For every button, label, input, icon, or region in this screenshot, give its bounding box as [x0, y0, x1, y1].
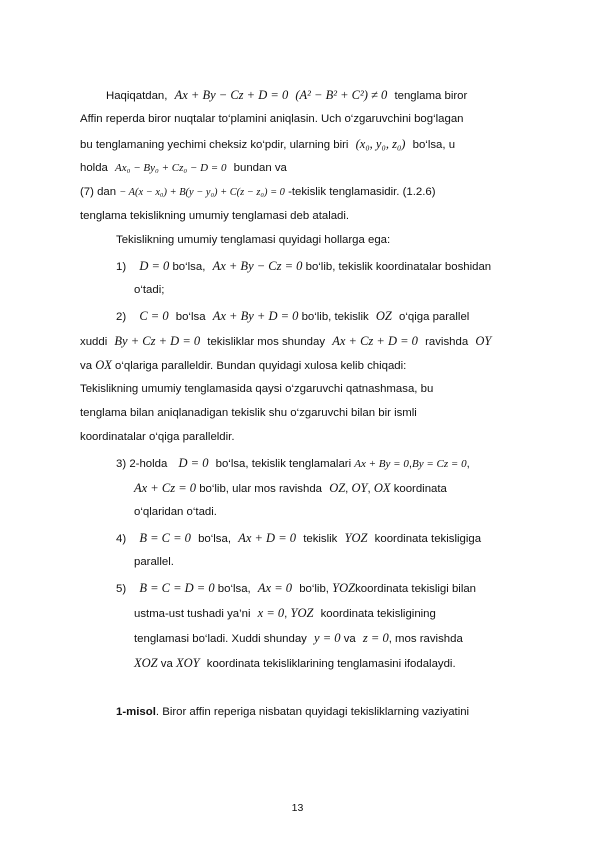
- text: bo‘lsa,: [217, 583, 251, 595]
- list-item-continuation: [134, 555, 174, 569]
- text: holda: [80, 162, 108, 174]
- text: ,: [284, 608, 288, 620]
- paragraph-line: [80, 112, 464, 126]
- equation: By = Cz = 0: [412, 458, 467, 470]
- text: -tekislik tenglamasidir. (1.2.6): [288, 186, 436, 198]
- text: parallel.: [134, 556, 174, 568]
- text: , mos ravishda: [388, 633, 463, 645]
- text: bo‘lsa,: [172, 261, 206, 273]
- equation: (A² − B² + C²) ≠ 0: [295, 88, 388, 102]
- equation: D = 0: [178, 456, 209, 470]
- equation: Ax₀ − By₀ + Cz₀ − D = 0: [115, 162, 227, 174]
- equation: B = C = 0: [139, 531, 191, 545]
- text: ustma-ust tushadi ya’ni: [134, 608, 251, 620]
- paragraph-line: [80, 358, 406, 373]
- equation: OX: [95, 358, 112, 372]
- equation: Ax + Cz = 0: [134, 481, 197, 495]
- text: koordinata tekisliklarining tenglamasini ifodalaydi.: [206, 658, 456, 670]
- equation: B = C = D = 0: [139, 581, 215, 595]
- list-number: 4): [116, 533, 127, 545]
- paragraph-line: [80, 430, 235, 444]
- text: Affin reperda biror nuqtalar to‘plamini aniqlasin. Uch o‘zgaruvchini bog‘lagan: [80, 113, 464, 125]
- text: o‘tadi;: [134, 284, 165, 296]
- equation: Ax + By + D = 0: [212, 309, 299, 323]
- equation: OZ: [329, 481, 346, 495]
- equation: XOY: [176, 656, 200, 670]
- text: xuddi: [80, 336, 108, 348]
- text: ,: [367, 483, 371, 495]
- list-number: 1): [116, 261, 127, 273]
- equation: YOZ: [290, 606, 314, 620]
- equation: Ax + D = 0: [238, 531, 297, 545]
- list-item-continuation: [134, 481, 447, 496]
- paragraph-line: [80, 406, 417, 420]
- equation: YOZ: [344, 531, 368, 545]
- text: bo‘lib, ular mos ravishda: [199, 483, 323, 495]
- text: bo‘lsa: [175, 311, 206, 323]
- text: va: [160, 658, 173, 670]
- text: tekisliklar mos shunday: [207, 336, 326, 348]
- text: bo‘lsa, tekislik tenglamalari: [215, 458, 352, 470]
- list-item: [116, 309, 469, 324]
- text: bo‘lib, tekislik koordinatalar boshidan: [305, 261, 492, 273]
- text: koordinata tekisligi bilan: [355, 583, 477, 595]
- text: koordinata: [393, 483, 447, 495]
- list-item: [116, 581, 476, 596]
- text: ravishda: [425, 336, 469, 348]
- equation: (x₀, y₀, z₀): [355, 137, 406, 151]
- equation: Ax + By = 0: [354, 458, 409, 470]
- text: koordinatalar o‘qiga paralleldir.: [80, 431, 235, 443]
- text: . Biror affin reperiga nisbatan quyidagi tekisliklarning vaziyatini: [155, 706, 470, 718]
- equation: Ax + By − Cz + D = 0: [174, 88, 289, 102]
- equation: D = 0: [139, 259, 170, 273]
- list-number: 2): [116, 311, 127, 323]
- text: va: [343, 633, 356, 645]
- equation: XOZ: [134, 656, 158, 670]
- text: 2-holda: [129, 458, 168, 470]
- text: (7) dan: [80, 186, 117, 198]
- text: bo‘lsa,: [198, 533, 232, 545]
- list-item: [116, 259, 491, 274]
- equation: OY: [351, 481, 368, 495]
- text: ,: [408, 458, 413, 470]
- equation: z = 0: [362, 631, 389, 645]
- list-item-continuation: [134, 656, 456, 671]
- paragraph-line: [80, 161, 287, 175]
- text: tenglama tekislikning umumiy tenglamasi deb ataladi.: [80, 210, 350, 222]
- text: bo‘lsa, u: [412, 139, 456, 151]
- equation: OZ: [375, 309, 392, 323]
- equation: OY: [475, 334, 492, 348]
- example-label: 1-misol: [116, 706, 156, 718]
- text: ,: [466, 458, 470, 470]
- text: ,: [345, 483, 349, 495]
- equation: x = 0: [257, 606, 285, 620]
- equation: By + Cz + D = 0: [114, 334, 201, 348]
- equation: Ax + Cz + D = 0: [332, 334, 418, 348]
- text: o‘qlaridan o‘tadi.: [134, 506, 217, 518]
- equation: Ax + By − Cz = 0: [212, 259, 303, 273]
- list-number: 3): [116, 458, 127, 470]
- equation: y = 0: [314, 631, 341, 645]
- text: tenglamasi bo‘ladi. Xuddi shunday: [134, 633, 307, 645]
- text: o‘qlariga paralleldir. Bundan quyidagi xulosa kelib chiqadi:: [115, 360, 407, 372]
- text: tenglama bilan aniqlanadigan tekislik shu o‘zgaruvchi bilan bir ismli: [80, 407, 417, 419]
- equation: − A(x − x₀) + B(y − y₀) + C(z − z₀) = 0: [119, 187, 285, 198]
- list-item-continuation: [134, 283, 164, 297]
- paragraph-line: [106, 88, 467, 103]
- list-item-continuation: [134, 631, 463, 646]
- text: Haqiqatdan,: [106, 90, 168, 102]
- list-number: 5): [116, 583, 127, 595]
- paragraph-line: [80, 334, 491, 349]
- equation: YOZ: [332, 581, 356, 595]
- page-number: 13: [291, 802, 304, 814]
- text: bu tenglamaning yechimi cheksiz ko‘pdir, ularning biri: [80, 139, 349, 151]
- text: bo‘lib, tekislik: [301, 311, 369, 323]
- equation: Ax = 0: [257, 581, 293, 595]
- text: o‘qiga parallel: [399, 311, 470, 323]
- list-item: [116, 456, 470, 471]
- text: Tekislikning umumiy tenglamasida qaysi o‘zgaruvchi qatnashmasa, bu: [80, 383, 434, 395]
- paragraph-line: [80, 185, 436, 200]
- list-intro: [116, 233, 390, 247]
- paragraph-line: [80, 209, 349, 223]
- text: bundan va: [233, 162, 287, 174]
- text: va: [80, 360, 93, 372]
- paragraph-line: [80, 382, 433, 396]
- text: koordinata tekisligining: [320, 608, 436, 620]
- text: bo‘lib,: [299, 583, 329, 595]
- text: Tekislikning umumiy tenglamasi quyidagi hollarga ega:: [116, 234, 391, 246]
- text: tekislik: [303, 533, 338, 545]
- equation: OX: [373, 481, 391, 495]
- paragraph-line: [80, 137, 455, 152]
- list-item-continuation: [134, 606, 436, 621]
- example-heading: [116, 705, 469, 719]
- equation: C = 0: [139, 309, 169, 323]
- list-item-continuation: [134, 505, 217, 519]
- text: tenglama biror: [394, 90, 468, 102]
- text: koordinata tekisligiga: [374, 533, 482, 545]
- list-item: [116, 531, 481, 546]
